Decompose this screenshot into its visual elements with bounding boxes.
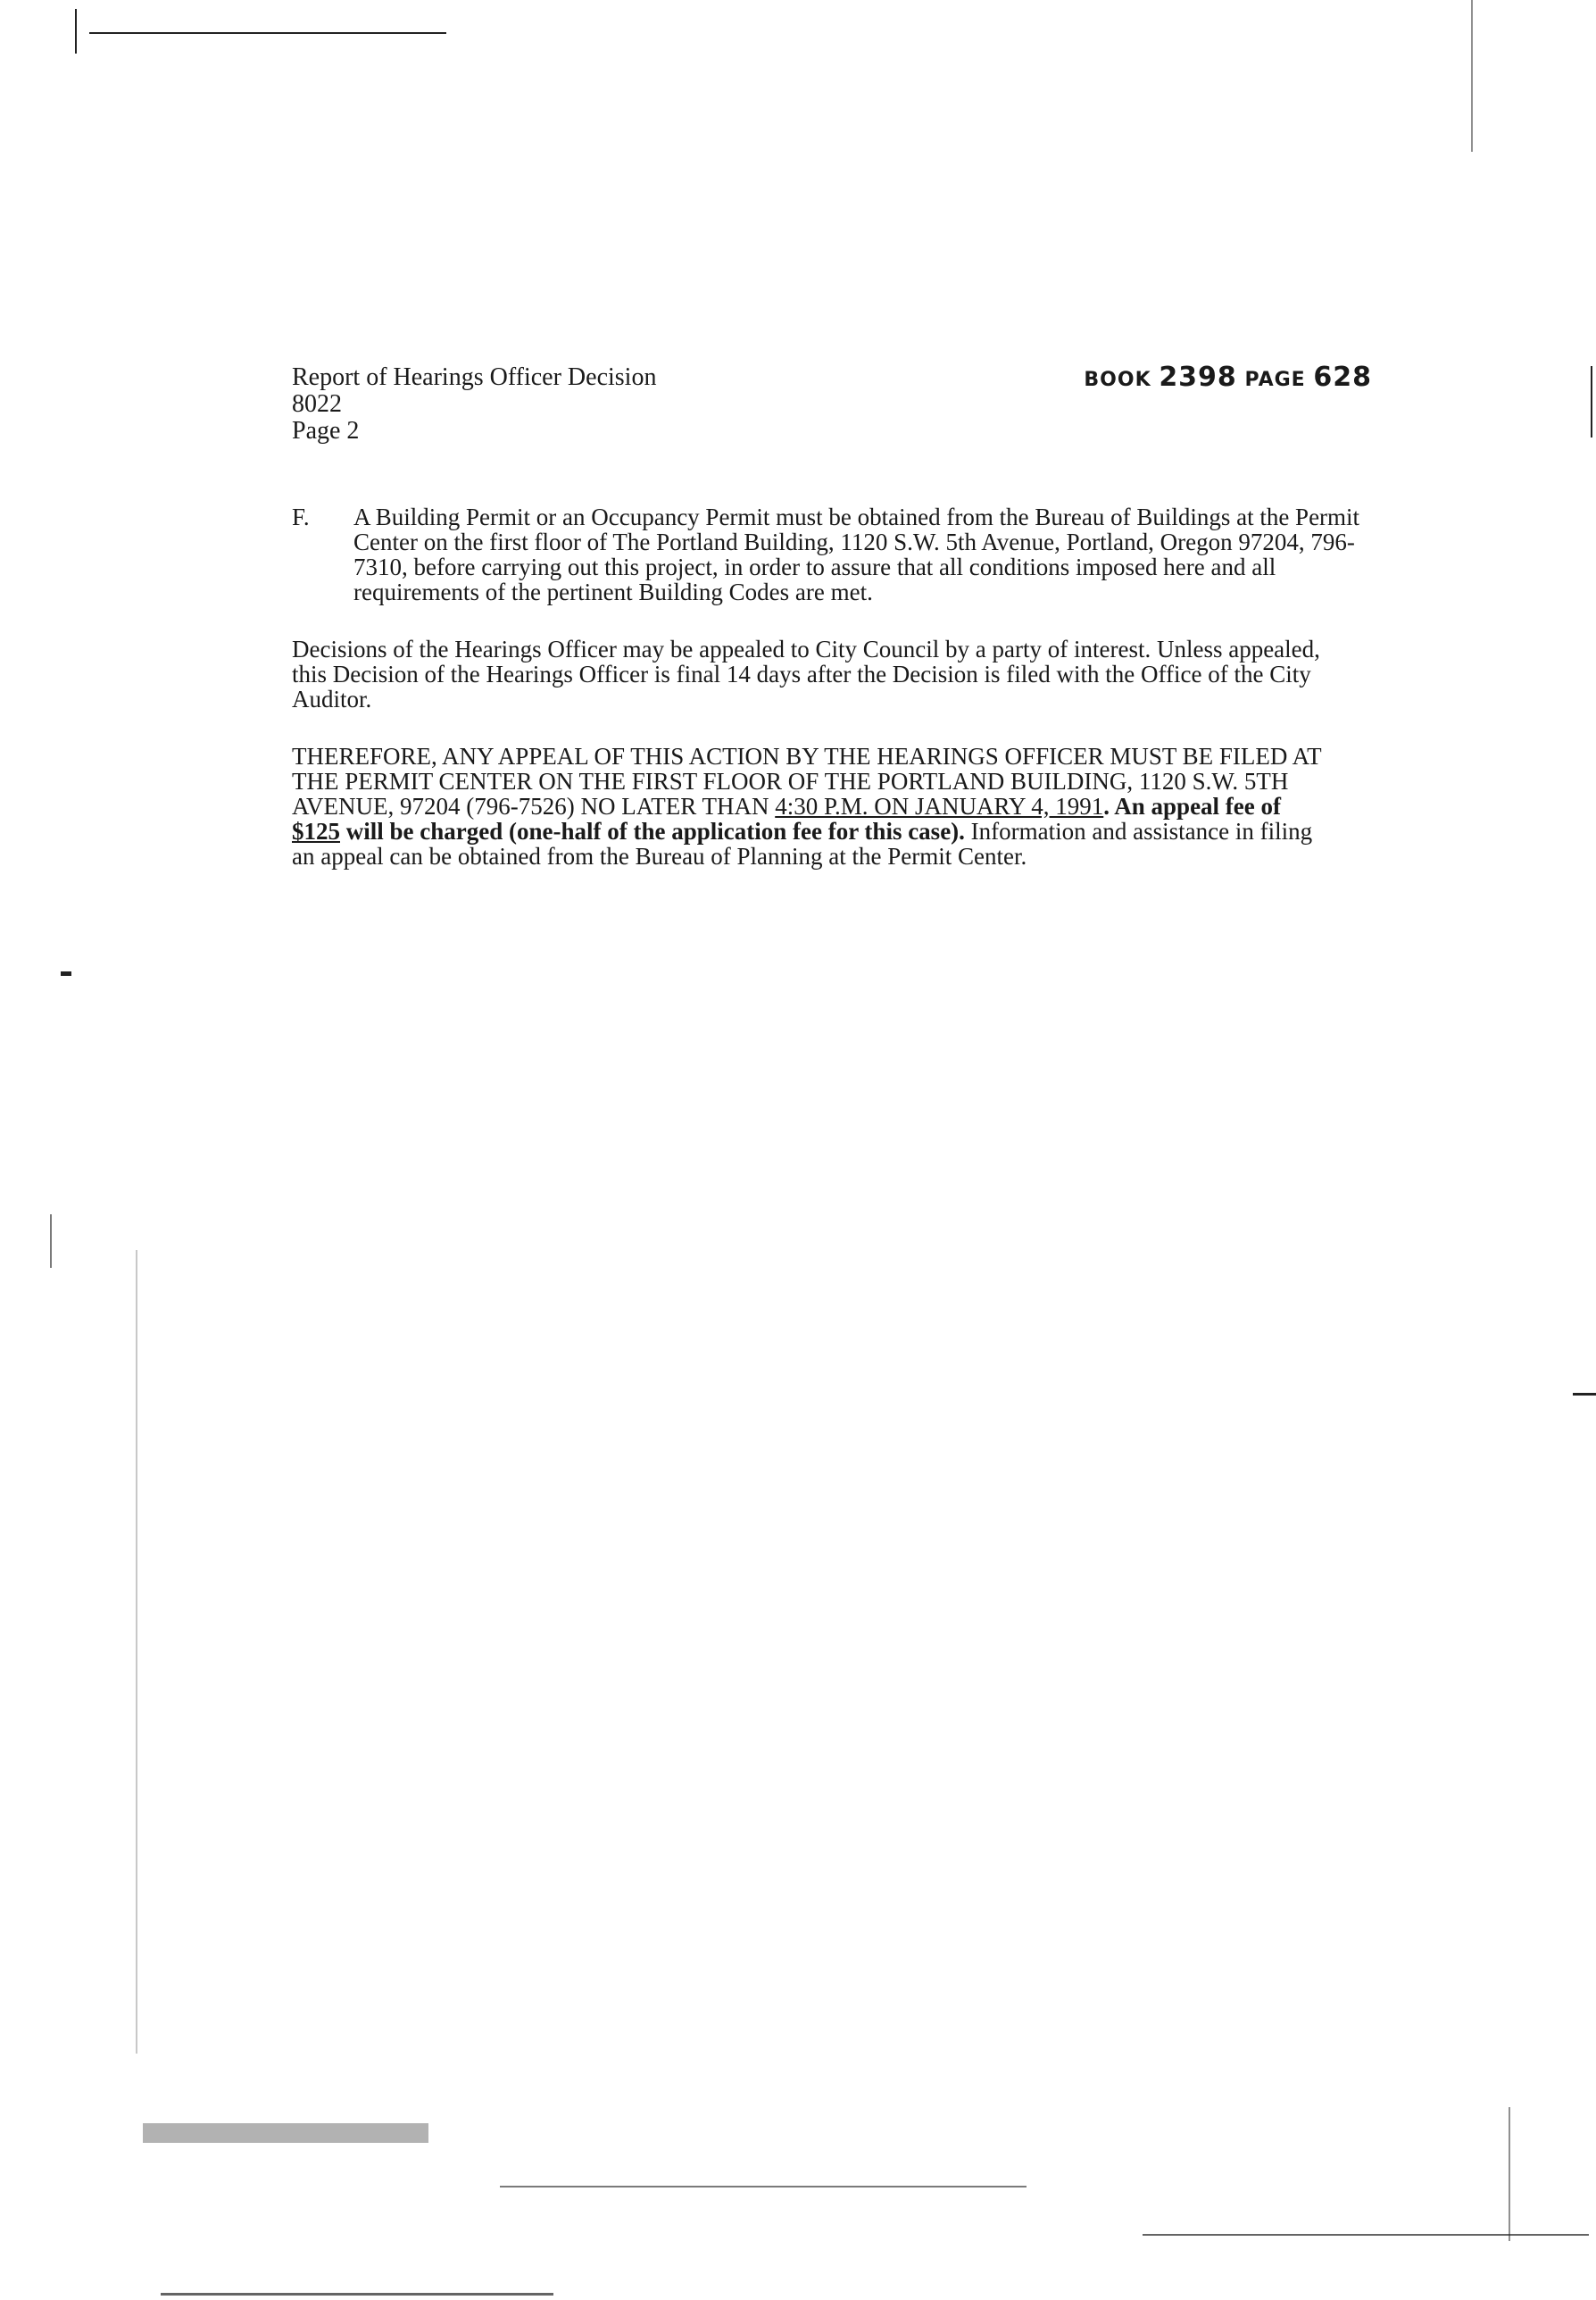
appeal-deadline: 4:30 P.M. ON JANUARY 4, 1991 — [775, 793, 1104, 820]
page-label: Page 2 — [292, 417, 360, 445]
book-number: 2398 — [1159, 362, 1237, 393]
scan-artifact-bottom-smudge — [143, 2123, 428, 2143]
therefore-text: THEREFORE, ANY APPEAL OF THIS ACTION BY THE HEARINGS OFFICER MUST BE FILED AT THE PERMIT CENTER ON THE FIRST FLOOR OF THE PORTLAND BUILDING, 1120 S.W. 5TH AVENUE, 97204 (796-7526) NO LATER THAN — [292, 743, 1322, 820]
condition-f — [292, 504, 1381, 604]
scan-artifact-top-line — [89, 32, 446, 34]
condition-text: A Building Permit or an Occupancy Permit must be obtained from the Bureau of Buildings at the Permit Center on the first floor of The Portland Building, 1120 S.W. 5th Avenue, Portland, Oregon 97204, 796-7310, before carrying out this project, in order to assure that all conditions imposed here and all requirements of the pertinent Building Codes are met. — [353, 504, 1360, 605]
therefore-paragraph — [292, 744, 1332, 869]
scan-artifact-right-edge — [1471, 0, 1473, 152]
report-title: Report of Hearings Officer Decision — [292, 363, 657, 391]
scan-artifact-left-dots — [136, 1250, 137, 2054]
scan-artifact-right-bracket — [1591, 366, 1592, 438]
fee-intro: . An appeal fee of — [1103, 793, 1282, 820]
scan-artifact-bottom-line-2 — [1143, 2234, 1589, 2236]
case-number: 8022 — [292, 390, 342, 418]
scan-artifact-right-bottom-edge — [1509, 2107, 1510, 2241]
fee-note: will be charged (one-half of the application fee for this case). — [340, 818, 965, 845]
scan-artifact-left-edge — [75, 9, 77, 54]
scan-artifact-dash-left — [61, 971, 71, 976]
page-prefix: PAGE — [1244, 369, 1306, 391]
scan-artifact-left-margin — [50, 1214, 52, 1268]
scan-artifact-bottom-line-3 — [161, 2293, 553, 2296]
appeal-paragraph: Decisions of the Hearings Officer may be appealed to City Council by a party of interest. Unless appealed, this Decision of the Hearings Officer is final 14 days after the Decision is filed with the Office of the City Auditor. — [292, 636, 1320, 712]
condition-letter: F. — [292, 504, 310, 530]
book-prefix: BOOK — [1084, 369, 1151, 391]
appeal-fee: $125 — [292, 818, 340, 845]
scan-artifact-dash-right — [1573, 1393, 1596, 1396]
book-page-stamp — [1084, 364, 1372, 394]
page-number: 628 — [1313, 362, 1372, 393]
page-header — [292, 364, 1381, 445]
scan-artifact-bottom-line-1 — [500, 2186, 1027, 2188]
assistance-text: Information and assistance in filing an appeal can be obtained from the Bureau of Planning at the Permit Center. — [292, 818, 1313, 870]
